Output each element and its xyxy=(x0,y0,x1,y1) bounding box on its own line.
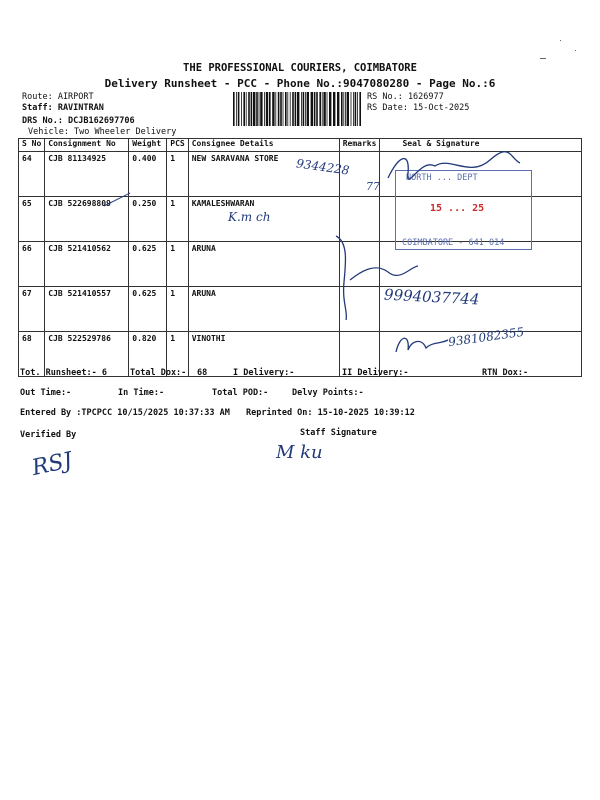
row-weight: 0.625 xyxy=(129,242,167,287)
row-pcs: 1 xyxy=(167,242,188,287)
row-consignment: CJB 522529786 xyxy=(45,332,129,377)
handwritten-note: 77 xyxy=(366,180,380,193)
handwritten-phone-3: 9381082355 xyxy=(447,324,525,350)
row-sno: 68 xyxy=(19,332,45,377)
rs-number: RS No.: 1626977 xyxy=(367,92,444,102)
handwritten-phone: 9344228 xyxy=(295,156,351,178)
row-sno: 65 xyxy=(19,197,45,242)
stamp-line3: COIMBATORE - 641 014 xyxy=(402,238,505,248)
verified-signature: RSJ xyxy=(29,448,75,481)
barcode xyxy=(233,92,363,126)
runsheet-title: Delivery Runsheet - PCC - Phone No.:9047080280 - Page No.:6 xyxy=(104,77,496,90)
row-sno: 64 xyxy=(19,152,45,197)
header-consignee: Consignee Details xyxy=(188,139,339,152)
vehicle-label: Vehicle: Two Wheeler Delivery xyxy=(28,127,177,137)
row-consignee: VINOTHI xyxy=(188,332,339,377)
stamp-line1: NORTH ... DEPT xyxy=(406,173,478,183)
out-time: Out Time:- xyxy=(20,388,72,398)
header-seal: Seal & Signature xyxy=(380,139,582,152)
company-title: THE PROFESSIONAL COURIERS, COIMBATORE xyxy=(183,62,417,74)
staff-signature: M ku xyxy=(276,442,323,463)
header-remarks: Remarks xyxy=(339,139,380,152)
row-weight: 0.820 xyxy=(129,332,167,377)
header-consignment: Consignment No xyxy=(45,139,129,152)
tot-runsheet: Tot. Runsheet:- 6 xyxy=(20,368,107,378)
header-pcs: PCS xyxy=(167,139,188,152)
staff-label: Staff: RAVINTRAN xyxy=(22,103,104,113)
row-consignment: CJB 81134925 xyxy=(45,152,129,197)
reprinted-on: Reprinted On: 15-10-2025 10:39:12 xyxy=(246,408,415,418)
scan-speck xyxy=(540,58,546,59)
handwritten-phone-2: 9994037744 xyxy=(383,285,480,309)
recipient-signature-2 xyxy=(330,232,420,322)
staff-signature-label: Staff Signature xyxy=(300,428,377,438)
row-consignee: NEW SARAVANA STORE xyxy=(188,152,339,197)
scan-speck xyxy=(560,40,561,41)
header-sno: S No xyxy=(19,139,45,152)
verified-by-label: Verified By xyxy=(20,430,77,440)
rtn-dox: RTN Dox:- xyxy=(482,368,529,378)
ii-delivery: II Delivery:- xyxy=(342,368,409,378)
row-sno: 67 xyxy=(19,287,45,332)
header-weight: Weight xyxy=(129,139,167,152)
in-time: In Time:- xyxy=(118,388,165,398)
row-consignment: CJB 521410562 xyxy=(45,242,129,287)
row-consignee: ARUNA xyxy=(188,287,339,332)
row-sno: 66 xyxy=(19,242,45,287)
rs-date: RS Date: 15-Oct-2025 xyxy=(367,103,470,113)
total-dox-value: 68 xyxy=(197,368,208,378)
row-pcs: 1 xyxy=(167,197,188,242)
row-consignment: CJB 522698809 xyxy=(45,197,129,242)
recipient-signature-3 xyxy=(392,330,452,360)
handwritten-name: K.m ch xyxy=(228,210,271,224)
row-consignee: ARUNA xyxy=(188,242,339,287)
row-weight: 0.400 xyxy=(129,152,167,197)
route-label: Route: AIRPORT xyxy=(22,92,94,102)
row-weight: 0.250 xyxy=(129,197,167,242)
row-pcs: 1 xyxy=(167,152,188,197)
tick-mark xyxy=(100,190,140,210)
recipient-signature-1 xyxy=(380,148,530,188)
row-consignee: KAMALESHWARAN xyxy=(188,197,339,242)
row-consignment: CJB 521410557 xyxy=(45,287,129,332)
total-pod: Total POD:- xyxy=(212,388,269,398)
delvy-points: Delvy Points:- xyxy=(292,388,364,398)
entered-by: Entered By :TPCPCC 10/15/2025 10:37:33 AM xyxy=(20,408,230,418)
scan-speck xyxy=(575,50,576,51)
total-dox-label: Total Dox:- xyxy=(130,368,187,378)
table-row xyxy=(19,287,582,332)
row-weight: 0.625 xyxy=(129,287,167,332)
drs-number: DRS No.: DCJB162697706 xyxy=(22,116,135,126)
row-pcs: 1 xyxy=(167,287,188,332)
row-pcs: 1 xyxy=(167,332,188,377)
stamp-date: 15 ... 25 xyxy=(430,203,485,214)
i-delivery: I Delivery:- xyxy=(233,368,295,378)
